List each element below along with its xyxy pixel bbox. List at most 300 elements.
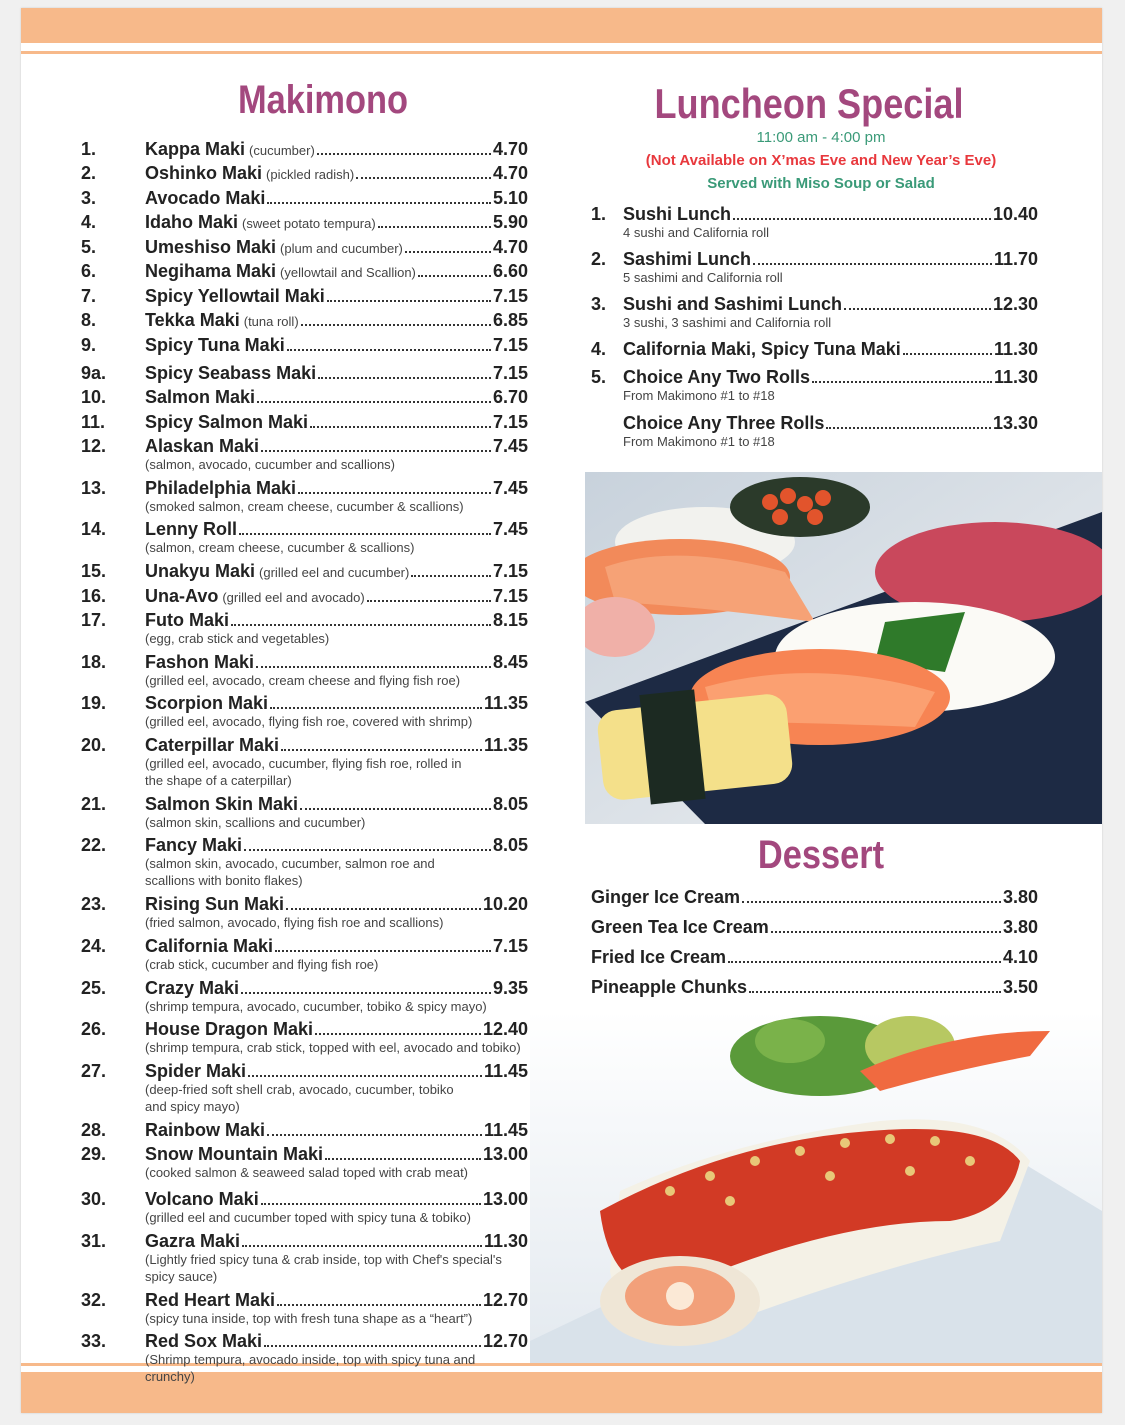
item-price: 11.30 [483, 1231, 528, 1251]
item-name: Alaskan Maki [145, 436, 260, 456]
item-entry [145, 560, 528, 584]
item-number: 22. [81, 835, 107, 855]
item-number: 13. [81, 478, 107, 498]
item-name: Umeshiso Maki [145, 237, 277, 257]
item-name: Fried Ice Cream [591, 947, 727, 967]
item-number: 5. [591, 367, 607, 387]
item-number: 29. [81, 1144, 107, 1164]
makimono-item [81, 834, 528, 888]
item-name: Futo Maki [145, 610, 229, 630]
leader-dots [411, 575, 491, 577]
item-number: 21. [81, 794, 107, 814]
item-number: 19. [81, 693, 107, 713]
makimono-item [81, 793, 528, 830]
item-number: 11. [81, 412, 106, 432]
makimono-item [81, 285, 528, 307]
item-name: Scorpion Maki [145, 693, 269, 713]
leader-dots [378, 226, 491, 228]
luncheon-item [591, 248, 1038, 285]
leader-dots [267, 202, 491, 204]
dessert-heading: Dessert [757, 833, 885, 877]
menu-page [21, 8, 1102, 1413]
item-name: Caterpillar Maki [145, 735, 280, 755]
item-number: 4. [591, 339, 607, 359]
item-price: 7.15 [492, 936, 528, 956]
item-price: 13.30 [992, 413, 1038, 433]
makimono-heading: Makimono [237, 78, 409, 122]
item-number: 31. [81, 1231, 107, 1251]
item-number: 14. [81, 519, 107, 539]
item-price: 11.70 [993, 249, 1038, 269]
leader-dots [812, 381, 992, 383]
item-number: 32. [81, 1290, 107, 1310]
item-number: 3. [81, 188, 97, 208]
leader-dots [327, 300, 491, 302]
item-name: Sushi Lunch [623, 204, 731, 224]
leader-dots [903, 353, 992, 355]
item-name: Fashon Maki [145, 652, 255, 672]
item-description: From Makimono #1 to #18 [623, 388, 775, 403]
item-price: 7.15 [492, 335, 528, 355]
leader-dots [277, 1304, 481, 1306]
item-entry [145, 609, 528, 631]
leader-dots [844, 308, 991, 310]
makimono-item [81, 309, 528, 331]
item-note: (sweet potato tempura) [242, 216, 376, 231]
item-price: 4.70 [492, 163, 528, 183]
item-name: Sashimi Lunch [623, 249, 752, 269]
item-price: 11.35 [483, 693, 528, 713]
item-entry [145, 334, 528, 356]
item-name: Salmon Skin Maki [145, 794, 299, 814]
item-number: 12. [81, 436, 107, 456]
leader-dots [405, 251, 491, 253]
item-entry [145, 834, 528, 856]
leader-dots [826, 427, 991, 429]
item-number: 16. [81, 586, 107, 606]
item-number: 9a. [81, 363, 107, 383]
item-price: 11.30 [993, 339, 1038, 359]
item-price: 6.85 [492, 310, 528, 330]
item-description: (fried salmon, avocado, flying fish roe and scallions) [145, 915, 444, 930]
item-number: 18. [81, 652, 107, 672]
item-entry [145, 260, 528, 284]
item-name: Kappa Maki [145, 139, 246, 159]
leader-dots [261, 450, 491, 452]
item-entry [145, 1018, 528, 1040]
item-entry [623, 293, 1038, 315]
item-entry [145, 1289, 528, 1311]
item-entry [145, 211, 528, 235]
item-name: Rising Sun Maki [145, 894, 285, 914]
item-entry [623, 338, 1038, 360]
item-price: 7.45 [492, 436, 528, 456]
item-description: (salmon, avocado, cucumber and scallions) [145, 457, 396, 472]
item-name: Avocado Maki [145, 188, 266, 208]
item-name: Gazra Maki [145, 1231, 241, 1251]
leader-dots [325, 1158, 481, 1160]
leader-dots [264, 1345, 481, 1347]
item-name: Red Heart Maki [145, 1290, 276, 1310]
item-entry [623, 203, 1038, 225]
item-description: 4 sushi and California roll [623, 225, 769, 240]
item-number: 4. [81, 212, 97, 232]
item-entry [145, 692, 528, 714]
item-number: 23. [81, 894, 107, 914]
item-description: (shrimp tempura, crab stick, topped with eel, avocado and tobiko) [145, 1040, 521, 1055]
item-name: Pineapple Chunks [591, 977, 748, 997]
makimono-item [81, 1143, 528, 1180]
item-number: 10. [81, 387, 107, 407]
item-description: (salmon, cream cheese, cucumber & scallions) [145, 540, 415, 555]
luncheon-item [591, 366, 1038, 403]
item-note: (yellowtail and Scallion) [280, 265, 416, 280]
item-name: Rainbow Maki [145, 1120, 266, 1140]
top-rule [21, 51, 1102, 54]
item-description: (shrimp tempura, avocado, cucumber, tobiko & spicy mayo) [145, 999, 487, 1014]
item-number: 17. [81, 610, 107, 630]
item-description: (spicy tuna inside, top with fresh tuna shape as a “heart”) [145, 1311, 473, 1326]
item-price: 7.15 [492, 586, 528, 606]
item-name: Ginger Ice Cream [591, 887, 741, 907]
makimono-item [81, 518, 528, 555]
item-price: 5.10 [492, 188, 528, 208]
item-price: 8.05 [492, 835, 528, 855]
item-description: (grilled eel, avocado, cucumber, flying fish roe, rolled in the shape of a caterpillar) [145, 756, 462, 788]
luncheon-served: Served with Miso Soup or Salad [707, 175, 935, 192]
luncheon-hours: 11:00 am - 4:00 pm [756, 129, 886, 146]
item-entry [145, 935, 528, 957]
makimono-item [81, 260, 528, 282]
item-name: Spider Maki [145, 1061, 247, 1081]
item-entry [145, 162, 528, 186]
makimono-item [81, 187, 528, 209]
item-price: 13.00 [482, 1144, 528, 1164]
item-name: Sushi and Sashimi Lunch [623, 294, 843, 314]
leader-dots [298, 492, 491, 494]
leader-dots [356, 177, 491, 179]
item-number: 1. [591, 204, 607, 224]
item-entry [145, 1060, 528, 1082]
makimono-item [81, 435, 528, 472]
leader-dots [753, 263, 992, 265]
item-entry [145, 1230, 528, 1252]
item-description: (deep-fried soft shell crab, avocado, cucumber, tobiko and spicy mayo) [145, 1082, 454, 1114]
item-name: Crazy Maki [145, 978, 240, 998]
item-name: Volcano Maki [145, 1189, 259, 1209]
item-entry [591, 886, 1038, 908]
item-entry [145, 585, 528, 609]
item-name: Choice Any Two Rolls [623, 367, 811, 387]
item-description: (Shrimp tempura, avocado inside, top with spicy tuna and crunchy) [145, 1352, 476, 1384]
leader-dots [242, 1245, 482, 1247]
item-description: (smoked salmon, cream cheese, cucumber & scallions) [145, 499, 464, 514]
item-number: 2. [81, 163, 97, 183]
item-price: 11.45 [483, 1061, 528, 1081]
item-description: (grilled eel, avocado, flying fish roe, covered with shrimp) [145, 714, 473, 729]
item-name: Spicy Tuna Maki [145, 335, 285, 355]
item-price: 8.15 [492, 610, 528, 630]
item-description: (grilled eel and cucumber toped with spicy tuna & tobiko) [145, 1210, 471, 1225]
item-description: (salmon skin, scallions and cucumber) [145, 815, 366, 830]
makimono-item [81, 609, 528, 646]
item-price: 11.35 [483, 735, 528, 755]
leader-dots [231, 624, 491, 626]
item-name: Unakyu Maki [145, 561, 256, 581]
item-name: California Maki, Spicy Tuna Maki [623, 339, 901, 359]
makimono-item [81, 1188, 528, 1225]
item-number: 6. [81, 261, 97, 281]
item-name: Una-Avo [145, 586, 219, 606]
item-price: 7.15 [492, 286, 528, 306]
item-number: 1. [81, 139, 97, 159]
leader-dots [281, 749, 482, 751]
item-price: 3.50 [1002, 977, 1038, 997]
item-number: 24. [81, 936, 107, 956]
makimono-item [81, 977, 528, 1014]
item-price: 10.20 [482, 894, 528, 914]
leader-dots [742, 901, 1001, 903]
item-number: 20. [81, 735, 107, 755]
sushi-photo [585, 472, 1102, 824]
luncheon-item [591, 203, 1038, 240]
makimono-item [81, 1289, 528, 1326]
makimono-item [81, 334, 528, 356]
item-name: Red Sox Maki [145, 1331, 263, 1351]
item-price: 12.70 [482, 1331, 528, 1351]
leader-dots [287, 349, 491, 351]
item-price: 4.70 [492, 237, 528, 257]
makimono-item [81, 560, 528, 582]
item-price: 7.45 [492, 478, 528, 498]
top-band [21, 8, 1102, 43]
luncheon-item [591, 293, 1038, 330]
item-price: 4.10 [1002, 947, 1038, 967]
item-entry [145, 1143, 528, 1165]
item-name: Green Tea Ice Cream [591, 917, 769, 937]
item-number: 27. [81, 1061, 107, 1081]
item-note: (pickled radish) [266, 167, 355, 182]
item-entry [145, 187, 528, 209]
makimono-item [81, 477, 528, 514]
leader-dots [257, 401, 491, 403]
item-price: 3.80 [1002, 917, 1038, 937]
makimono-item [81, 1060, 528, 1114]
makimono-item [81, 935, 528, 972]
makimono-item [81, 411, 528, 433]
item-price: 12.70 [482, 1290, 528, 1310]
item-price: 7.15 [492, 412, 528, 432]
leader-dots [317, 153, 491, 155]
makimono-item [81, 362, 528, 384]
item-entry [145, 977, 528, 999]
item-entry [145, 362, 528, 384]
leader-dots [261, 1203, 481, 1205]
item-name: Lenny Roll [145, 519, 238, 539]
leader-dots [771, 931, 1001, 933]
item-price: 11.45 [483, 1120, 528, 1140]
item-description: 3 sushi, 3 sashimi and California roll [623, 315, 832, 330]
item-entry [145, 477, 528, 499]
leader-dots [749, 991, 1001, 993]
leader-dots [241, 992, 491, 994]
item-entry [591, 916, 1038, 938]
item-description: (grilled eel, avocado, cream cheese and flying fish roe) [145, 673, 461, 688]
item-entry [145, 651, 528, 673]
item-entry [145, 309, 528, 333]
item-entry [145, 793, 528, 815]
item-name: House Dragon Maki [145, 1019, 314, 1039]
leader-dots [248, 1075, 482, 1077]
item-note: (cucumber) [249, 143, 315, 158]
item-price: 5.90 [492, 212, 528, 232]
leader-dots [318, 377, 491, 379]
item-price: 11.30 [993, 367, 1038, 387]
item-entry [145, 236, 528, 260]
item-description: 5 sashimi and California roll [623, 270, 783, 285]
makimono-item [81, 585, 528, 607]
item-number: 26. [81, 1019, 107, 1039]
dessert-item [591, 946, 1038, 968]
item-note: (grilled eel and avocado) [222, 590, 365, 605]
dessert-item [591, 916, 1038, 938]
leader-dots [267, 1134, 482, 1136]
item-number: 15. [81, 561, 107, 581]
item-entry [145, 1188, 528, 1210]
leader-dots [418, 275, 491, 277]
item-name: Spicy Salmon Maki [145, 412, 309, 432]
item-entry [145, 893, 528, 915]
item-name: Philadelphia Maki [145, 478, 297, 498]
dessert-item [591, 886, 1038, 908]
luncheon-notice: (Not Available on X’mas Eve and New Year’s Eve) [645, 152, 997, 169]
item-price: 6.70 [492, 387, 528, 407]
item-name: Oshinko Maki [145, 163, 263, 183]
item-entry [145, 734, 528, 756]
item-note: (plum and cucumber) [280, 241, 403, 256]
leader-dots [733, 218, 991, 220]
item-name: Spicy Seabass Maki [145, 363, 317, 383]
item-price: 3.80 [1002, 887, 1038, 907]
makimono-item [81, 1230, 528, 1284]
leader-dots [728, 961, 1001, 963]
makimono-item [81, 651, 528, 688]
item-entry [145, 386, 528, 408]
item-price: 6.60 [492, 261, 528, 281]
item-number: 9. [81, 335, 97, 355]
leader-dots [300, 808, 491, 810]
item-name: California Maki [145, 936, 274, 956]
item-price: 8.45 [492, 652, 528, 672]
leader-dots [275, 950, 491, 952]
item-number: 3. [591, 294, 607, 314]
item-name: Snow Mountain Maki [145, 1144, 323, 1164]
item-entry [145, 1330, 528, 1352]
makimono-item [81, 162, 528, 184]
item-entry [145, 285, 528, 307]
makimono-item [81, 734, 528, 788]
item-price: 7.15 [492, 561, 528, 581]
item-price: 9.35 [492, 978, 528, 998]
makimono-item [81, 211, 528, 233]
item-description: (salmon skin, avocado, cucumber, salmon roe and scallions with bonito flakes) [145, 856, 435, 888]
item-price: 7.45 [492, 519, 528, 539]
leader-dots [367, 600, 491, 602]
item-price: 12.40 [482, 1019, 528, 1039]
makimono-item [81, 893, 528, 930]
item-name: Idaho Maki [145, 212, 239, 232]
item-entry [145, 411, 528, 433]
item-entry [145, 1119, 528, 1141]
makimono-item [81, 1119, 528, 1141]
item-entry [145, 435, 528, 457]
item-name: Spicy Yellowtail Maki [145, 286, 325, 306]
item-entry [623, 366, 1038, 388]
item-entry [623, 412, 1038, 434]
item-entry [623, 248, 1038, 270]
luncheon-heading: Luncheon Special [654, 80, 964, 127]
item-price: 7.15 [492, 363, 528, 383]
item-number: 7. [81, 286, 97, 306]
item-entry [591, 946, 1038, 968]
item-number: 25. [81, 978, 107, 998]
item-name: Salmon Maki [145, 387, 256, 407]
item-description: From Makimono #1 to #18 [623, 434, 775, 449]
item-name: Negihama Maki [145, 261, 277, 281]
item-note: (tuna roll) [243, 314, 299, 329]
item-note: (grilled eel and cucumber) [259, 565, 410, 580]
makimono-item [81, 236, 528, 258]
roll-photo [530, 1011, 1102, 1363]
makimono-item [81, 1330, 528, 1384]
dessert-item [591, 976, 1038, 998]
item-name: Choice Any Three Rolls [623, 413, 825, 433]
item-name: Tekka Maki [145, 310, 240, 330]
item-price: 13.00 [482, 1189, 528, 1209]
item-description: (crab stick, cucumber and flying fish roe) [145, 957, 379, 972]
luncheon-item [591, 338, 1038, 360]
item-entry [591, 976, 1038, 998]
item-price: 10.40 [992, 204, 1038, 224]
leader-dots [239, 533, 491, 535]
item-description: (egg, crab stick and vegetables) [145, 631, 330, 646]
item-number: 5. [81, 237, 97, 257]
makimono-item [81, 1018, 528, 1055]
leader-dots [315, 1033, 481, 1035]
makimono-item [81, 138, 528, 160]
makimono-item [81, 386, 528, 408]
leader-dots [301, 324, 491, 326]
leader-dots [270, 707, 482, 709]
leader-dots [256, 666, 491, 668]
luncheon-item [591, 412, 1038, 449]
item-description: (Lightly fried spicy tuna & crab inside, top with Chef's special's spicy sauce) [145, 1252, 502, 1284]
item-entry [145, 138, 528, 162]
item-name: Fancy Maki [145, 835, 243, 855]
item-price: 12.30 [992, 294, 1038, 314]
item-price: 8.05 [492, 794, 528, 814]
leader-dots [244, 849, 491, 851]
item-number: 8. [81, 310, 97, 330]
leader-dots [310, 426, 491, 428]
item-number: 30. [81, 1189, 107, 1209]
item-description: (cooked salmon & seaweed salad toped with crab meat) [145, 1165, 469, 1180]
item-number: 33. [81, 1331, 107, 1351]
item-number: 28. [81, 1120, 107, 1140]
leader-dots [286, 908, 481, 910]
item-number: 2. [591, 249, 607, 269]
makimono-item [81, 692, 528, 729]
